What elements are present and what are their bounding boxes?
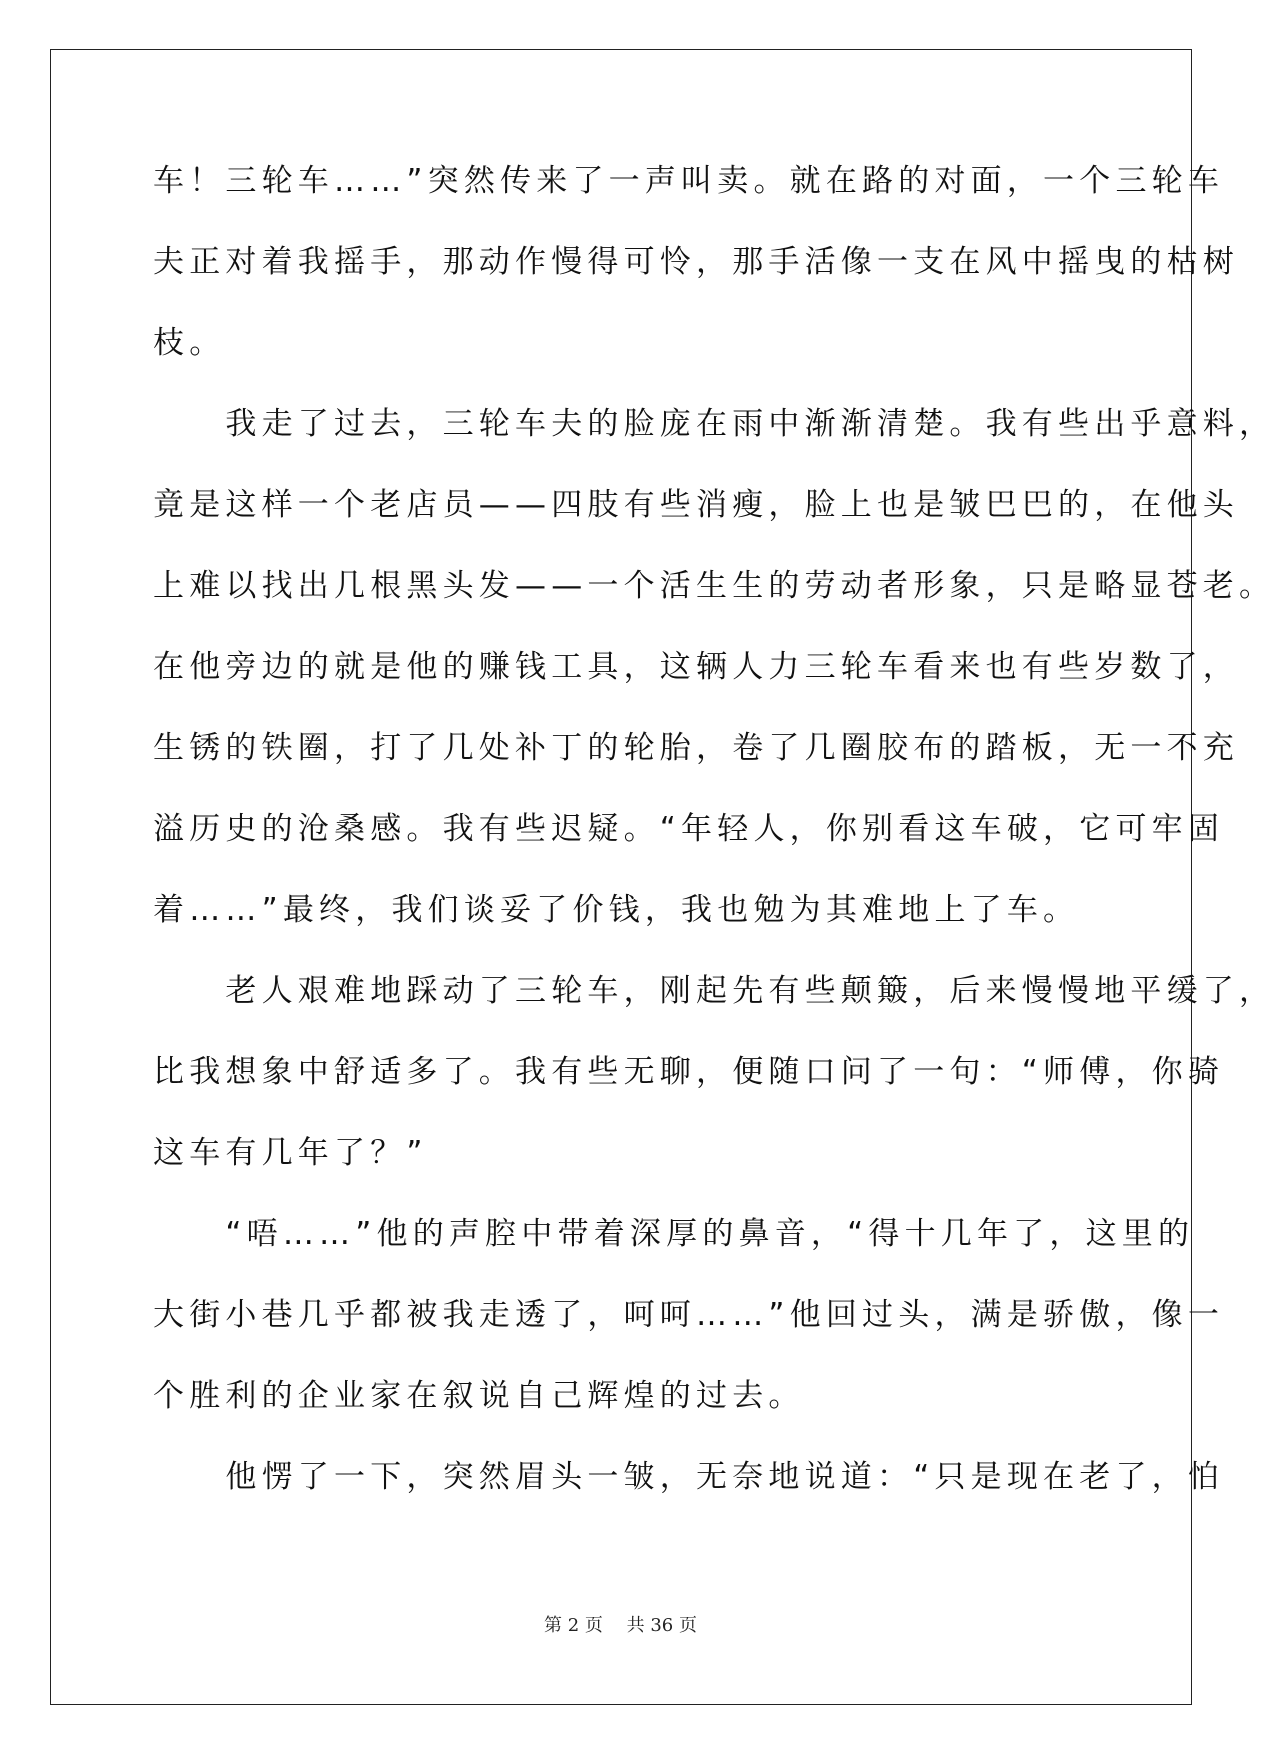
text-line: 竟是这样一个老店员——四肢有些消瘦，脸上也是皱巴巴的，在他头 [153, 487, 1239, 523]
text-line: 夫正对着我摇手，那动作慢得可怜，那手活像一支在风中摇曳的枯树 [153, 244, 1239, 280]
text-line: “唔……”他的声腔中带着深厚的鼻音，“得十几年了，这里的 [153, 1216, 1195, 1252]
page-number-footer: 第 2 页 共 36 页 [544, 1615, 697, 1636]
text-line: 着……”最终，我们谈妥了价钱，我也勉为其难地上了车。 [153, 892, 1080, 928]
text-line: 比我想象中舒适多了。我有些无聊，便随口问了一句：“师傅，你骑 [153, 1054, 1225, 1090]
text-line: 他愣了一下，突然眉头一皱，无奈地说道：“只是现在老了，怕 [153, 1459, 1225, 1495]
document-body [153, 160, 1275, 1537]
text-line: 个胜利的企业家在叙说自己辉煌的过去。 [153, 1378, 805, 1414]
text-line: 在他旁边的就是他的赚钱工具，这辆人力三轮车看来也有些岁数了， [153, 649, 1239, 685]
text-line: 溢历史的沧桑感。我有些迟疑。“年轻人，你别看这车破，它可牢固 [153, 811, 1225, 847]
text-line: 枝。 [153, 325, 226, 361]
text-line: 上难以找出几根黑头发——一个活生生的劳动者形象，只是略显苍老。 [153, 568, 1275, 604]
text-line: 车！三轮车……”突然传来了一声叫卖。就在路的对面，一个三轮车 [153, 163, 1225, 199]
text-line: 生锈的铁圈，打了几处补丁的轮胎，卷了几圈胶布的踏板，无一不充 [153, 730, 1239, 766]
text-line: 老人艰难地踩动了三轮车，刚起先有些颠簸，后来慢慢地平缓了， [153, 973, 1275, 1009]
text-line: 这车有几年了？” [153, 1135, 428, 1171]
text-line: 我走了过去，三轮车夫的脸庞在雨中渐渐清楚。我有些出乎意料， [153, 406, 1275, 442]
text-line: 大街小巷几乎都被我走透了，呵呵……”他回过头，满是骄傲，像一 [153, 1297, 1225, 1333]
